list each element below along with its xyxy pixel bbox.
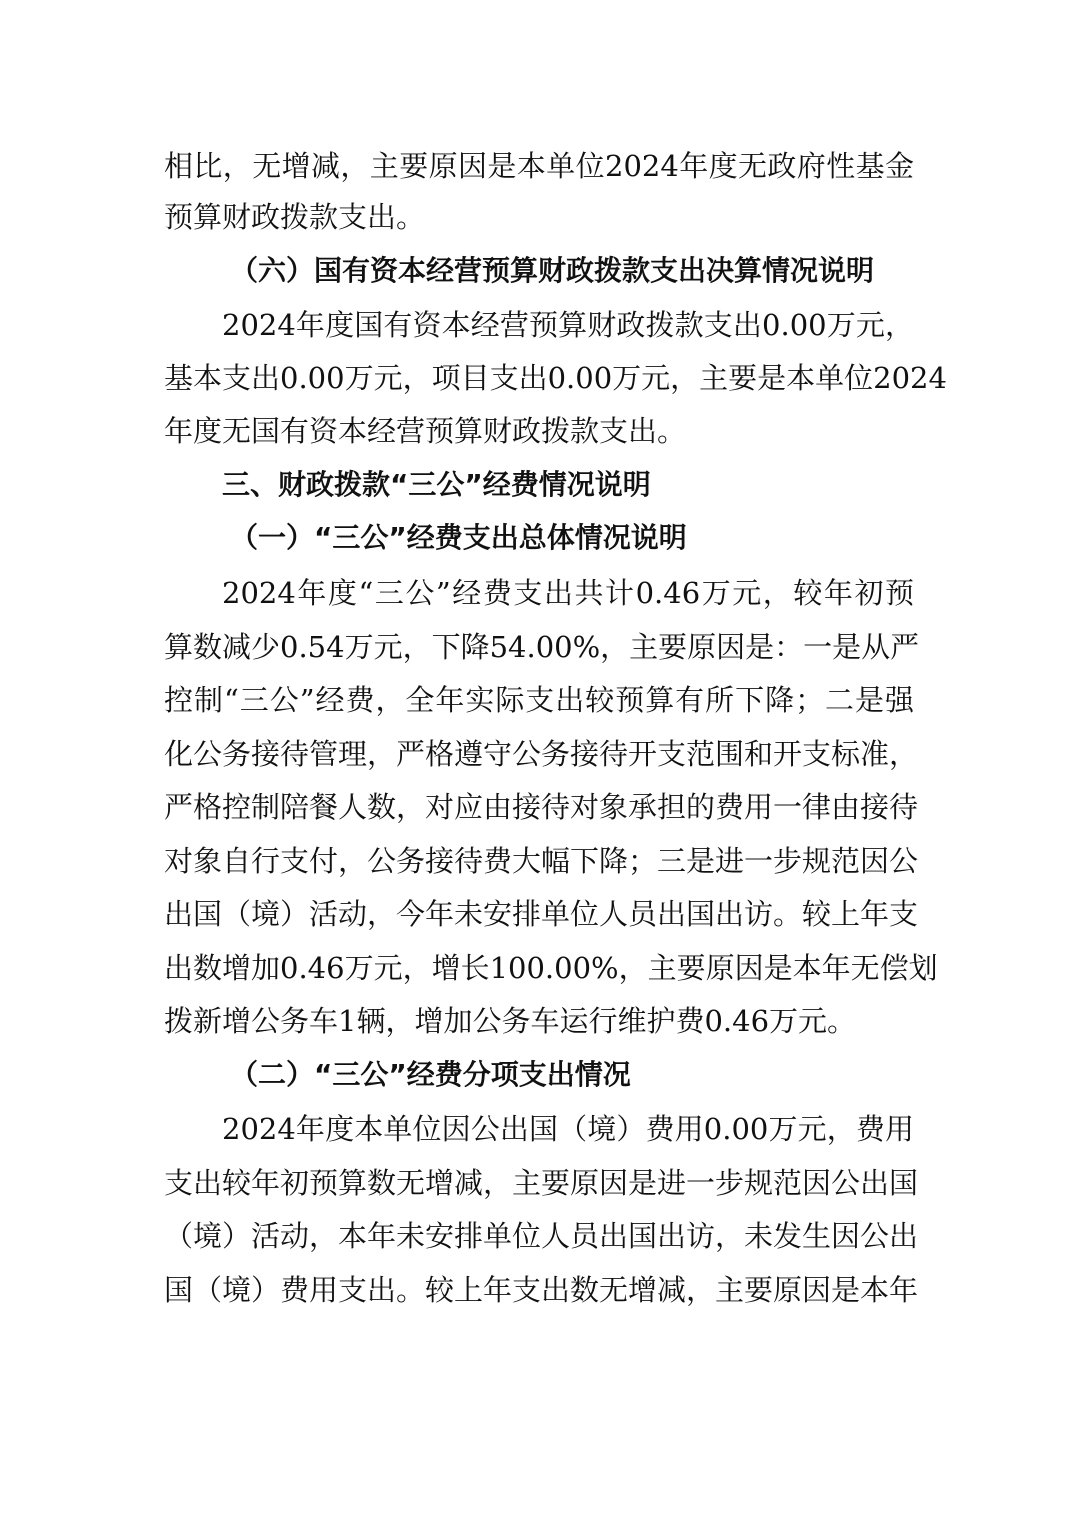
paragraph-line: （境）活动，本年未安排单位人员出国出访，未发生因公出 <box>164 1219 919 1253</box>
paragraph-line: 化公务接待管理，严格遵守公务接待开支范围和开支标准， <box>164 737 919 771</box>
paragraph-line: 2024年度国有资本经营预算财政拨款支出0.00万元， <box>222 308 914 342</box>
paragraph-line: 国（境）费用支出。较上年支出数无增减，主要原因是本年 <box>164 1273 919 1307</box>
paragraph-line: 控制“三公”经费，全年实际支出较预算有所下降；二是强 <box>164 683 914 717</box>
paragraph-line: 对象自行支付，公务接待费大幅下降；三是进一步规范因公 <box>164 844 919 878</box>
paragraph-line: 年度无国有资本经营预算财政拨款支出。 <box>164 414 687 448</box>
paragraph-line: 2024年度“三公”经费支出共计0.46万元，较年初预 <box>222 576 914 610</box>
paragraph-line: 算数减少0.54万元，下降54.00%，主要原因是：一是从严 <box>164 630 920 664</box>
paragraph-line: 支出较年初预算数无增减，主要原因是进一步规范因公出国 <box>164 1166 919 1200</box>
paragraph-line: 相比，无增减，主要原因是本单位2024年度无政府性基金 <box>164 149 914 183</box>
section-heading: （六）国有资本经营预算财政拨款支出决算情况说明 <box>230 254 875 287</box>
section-heading: （二）“三公”经费分项支出情况 <box>230 1058 631 1091</box>
paragraph-line: 出国（境）活动，今年未安排单位人员出国出访。较上年支 <box>164 897 919 931</box>
paragraph-line: 拨新增公务车1辆，增加公务车运行维护费0.46万元。 <box>164 1004 857 1038</box>
paragraph-line: 2024年度本单位因公出国（境）费用0.00万元，费用 <box>222 1112 914 1146</box>
chapter-heading: 三、财政拨款“三公”经费情况说明 <box>222 468 651 501</box>
paragraph-line: 严格控制陪餐人数，对应由接待对象承担的费用一律由接待 <box>164 790 919 824</box>
paragraph-line: 出数增加0.46万元，增长100.00%，主要原因是本年无偿划 <box>164 951 938 985</box>
paragraph-line: 预算财政拨款支出。 <box>164 200 426 234</box>
section-heading: （一）“三公”经费支出总体情况说明 <box>230 521 687 554</box>
paragraph-line: 基本支出0.00万元，项目支出0.00万元，主要是本单位2024 <box>164 361 947 395</box>
